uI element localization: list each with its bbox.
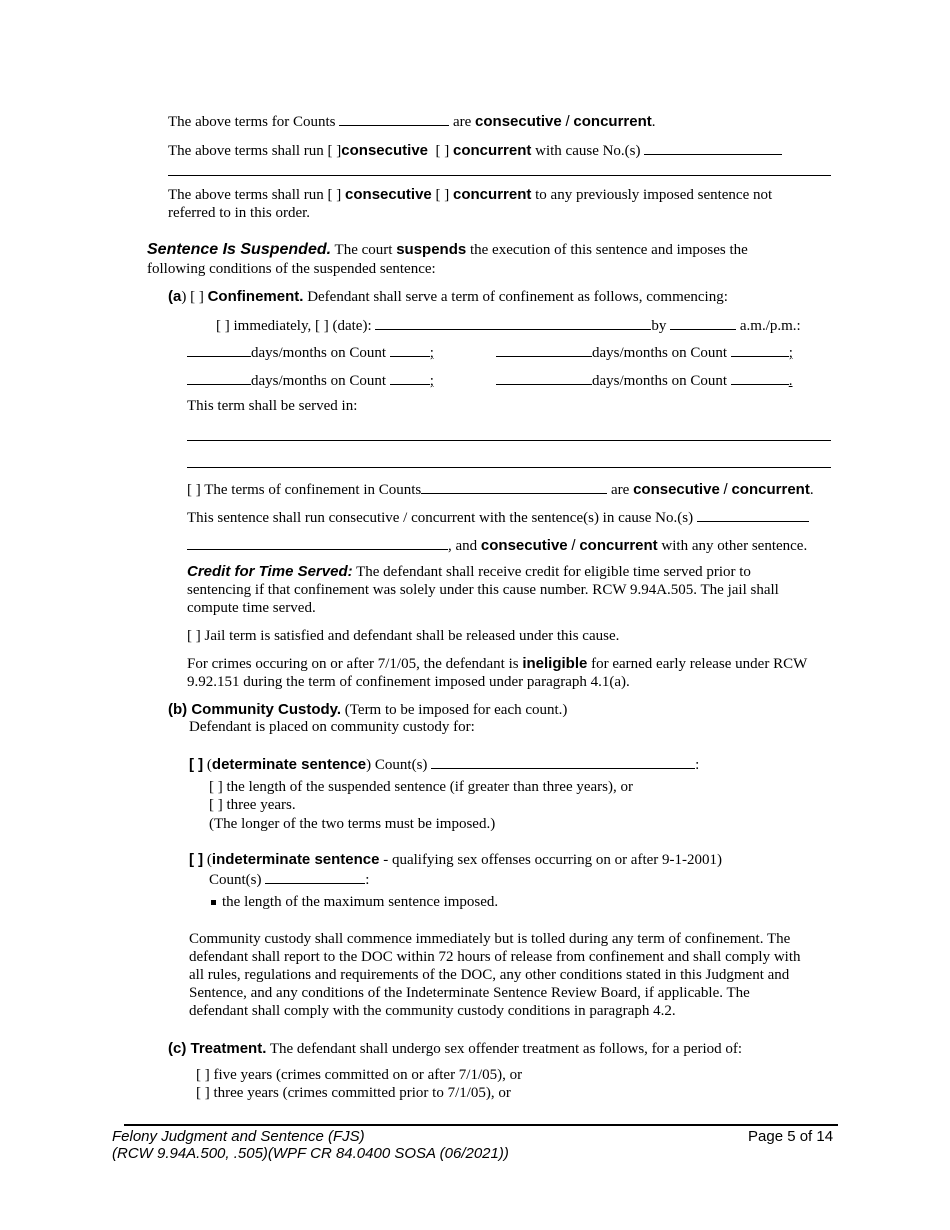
- determinate-option-1[interactable]: [ ] the length of the suspended sentence (if greater than three years), or: [209, 779, 633, 795]
- determinate-checkbox[interactable]: [ ]: [189, 756, 204, 773]
- indeterminate-counts-line: Count(s) :: [209, 872, 370, 888]
- other-cause-blank[interactable]: [187, 536, 448, 550]
- ineligible-line-1: For crimes occuring on or after 7/1/05, the defendant is ineligible for earned early release under RCW: [187, 655, 808, 672]
- credit-line-1: Credit for Time Served: The defendant shall receive credit for eligible time served prior to: [187, 563, 751, 580]
- count-blank[interactable]: [731, 371, 789, 385]
- days-blank[interactable]: [496, 343, 592, 357]
- run-cause-blank[interactable]: [697, 508, 809, 522]
- days-count-row-2-right: days/months on Count .: [496, 371, 793, 390]
- treatment-heading-line: (c) Treatment. The defendant shall undergo sex offender treatment as follows, for a period of:: [168, 1040, 743, 1057]
- count-blank[interactable]: [731, 343, 789, 357]
- cause-number-blank[interactable]: [644, 141, 782, 155]
- confinement-heading-line: (a) [ ] Confinement. Defendant shall serve a term of confinement as follows, commencing:: [168, 288, 728, 305]
- confinement-checkbox[interactable]: [ ]: [190, 289, 204, 305]
- served-in-line-2[interactable]: [187, 467, 831, 468]
- bullet-icon: [211, 900, 216, 905]
- days-blank[interactable]: [187, 371, 251, 385]
- run-with-cause-line: This sentence shall run consecutive / concurrent with the sentence(s) in cause No.(s): [187, 508, 809, 527]
- footer-title: Felony Judgment and Sentence (FJS): [112, 1128, 365, 1145]
- determinate-option-2[interactable]: [ ] three years.: [209, 797, 296, 813]
- ineligible-line-2: 9.92.151 during the term of confinement imposed under paragraph 4.1(a).: [187, 674, 630, 690]
- indeterminate-counts-blank[interactable]: [265, 870, 365, 884]
- terms-confinement-counts-line: [ ] The terms of confinement in Counts are consecutive / concurrent.: [187, 481, 814, 498]
- determinate-counts-blank[interactable]: [431, 755, 695, 769]
- suspended-paragraph: Sentence Is Suspended. The court suspends the execution of this sentence and imposes the: [147, 241, 748, 258]
- days-count-row-1-left: days/months on Count ;: [187, 343, 434, 362]
- jail-term-option[interactable]: [ ] Jail term is satisfied and defendant shall be released under this cause.: [187, 628, 620, 644]
- terms-previous-line2: referred to in this order.: [168, 205, 311, 221]
- served-in-line-1[interactable]: [187, 440, 831, 441]
- suspended-line2: following conditions of the suspended sentence:: [147, 261, 436, 277]
- custody-placed: Defendant is placed on community custody for:: [189, 719, 475, 735]
- concurrent-checkbox[interactable]: [ ]: [435, 143, 450, 159]
- indeterminate-checkbox[interactable]: [ ]: [189, 851, 204, 868]
- custody-para-line-4: Sentence, and any conditions of the Indeterminate Sentence Review Board, if applicable. The: [189, 985, 750, 1001]
- credit-line-2: sentencing if that confinement was solely under this cause number. RCW 9.94A.505. The jail shall: [187, 582, 779, 598]
- served-in-label: This term shall be served in:: [187, 398, 358, 414]
- count-blank[interactable]: [390, 343, 430, 357]
- determinate-line: [ ] (determinate sentence) Count(s) :: [189, 756, 700, 773]
- bullet-item: the length of the maximum sentence imposed.: [211, 894, 498, 911]
- custody-para-line-1: Community custody shall commence immediately but is tolled during any term of confinement. The: [189, 931, 791, 947]
- terms-cause-line: The above terms shall run [ ]consecutive [ ] concurrent with cause No.(s): [168, 141, 782, 160]
- confinement-counts-blank[interactable]: [421, 480, 607, 494]
- treatment-option-2[interactable]: [ ] three years (crimes committed prior to 7/1/05), or: [196, 1085, 511, 1101]
- determinate-option-note: (The longer of the two terms must be imposed.): [209, 816, 496, 832]
- counts-blank[interactable]: [339, 112, 449, 126]
- credit-heading: Credit for Time Served:: [187, 563, 353, 580]
- other-sentence-line: , and consecutive / concurrent with any other sentence.: [187, 536, 807, 555]
- custody-heading-line: (b) Community Custody. (Term to be imposed for each count.): [168, 701, 568, 718]
- custody-para-line-3: all rules, regulations and requirements of the DOC, any other conditions stated in this Judgment and: [189, 967, 790, 983]
- days-count-row-2-left: days/months on Count ;: [187, 371, 434, 390]
- consecutive-checkbox[interactable]: [ ]: [327, 143, 342, 159]
- previous-concurrent-checkbox[interactable]: [ ]: [435, 187, 450, 203]
- suspended-heading: Sentence Is Suspended.: [147, 241, 332, 258]
- previous-consecutive-checkbox[interactable]: [ ]: [327, 187, 342, 203]
- custody-para-line-2: defendant shall report to the DOC within 72 hours of release from confinement and shall comply with: [189, 949, 801, 965]
- page-number: Page 5 of 14: [748, 1128, 834, 1145]
- treatment-option-1[interactable]: [ ] five years (crimes committed on or after 7/1/05), or: [196, 1067, 523, 1083]
- footer-citation: (RCW 9.94A.500, .505)(WPF CR 84.0400 SOSA (06/2021)): [112, 1145, 509, 1162]
- days-blank[interactable]: [187, 343, 251, 357]
- custody-para-line-5: defendant shall comply with the community custody conditions in paragraph 4.2.: [189, 1003, 676, 1019]
- terms-counts-line: The above terms for Counts are consecutive / concurrent.: [168, 113, 656, 130]
- commencement-line: [ ] immediately, [ ] (date): by a.m./p.m.:: [216, 318, 801, 334]
- commence-date-blank[interactable]: [375, 316, 651, 330]
- days-blank[interactable]: [496, 371, 592, 385]
- count-blank[interactable]: [390, 371, 430, 385]
- days-count-row-1-right: days/months on Count ;: [496, 343, 793, 362]
- footer-rule: [124, 1124, 838, 1126]
- terms-previous-line: The above terms shall run [ ] consecutive [ ] concurrent to any previously imposed sentence not: [168, 186, 773, 203]
- indeterminate-line: [ ] (indeterminate sentence - qualifying sex offenses occurring on or after 9-1-2001): [189, 851, 723, 868]
- credit-line-3: compute time served.: [187, 600, 316, 616]
- immediately-date-options[interactable]: [ ] immediately, [ ] (date):: [216, 318, 372, 334]
- commence-time-blank[interactable]: [670, 316, 736, 330]
- cause-continuation-line[interactable]: [168, 175, 831, 176]
